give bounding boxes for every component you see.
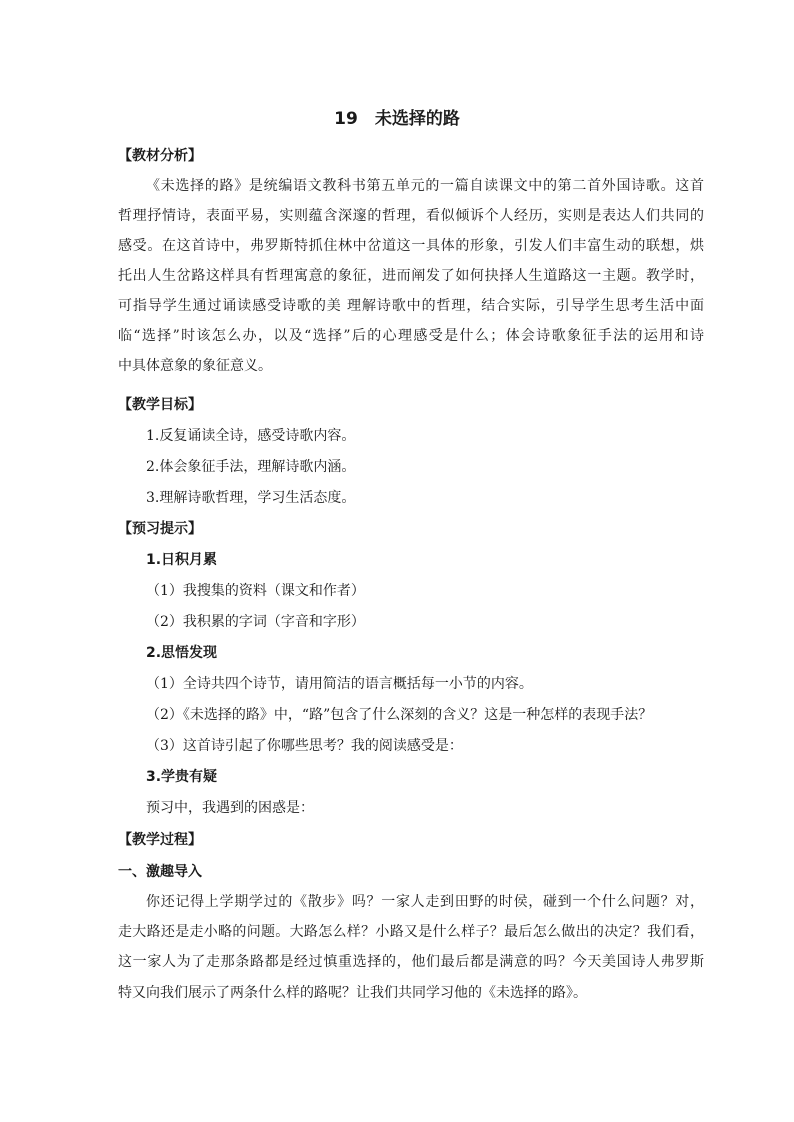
preview-item: （1）全诗共四个诗节，请用简洁的语言概括每一小节的内容。 — [146, 676, 533, 692]
page-title: 19 未选择的路 — [334, 109, 460, 129]
subheading-discover: 2.思悟发现 — [146, 645, 218, 661]
section-heading-process: 【教学过程】 — [118, 832, 202, 848]
analysis-line: 感受。在这首诗中，弗罗斯特抓住林中岔道这一具体的形象，引发人们丰富生动的联想，烘 — [118, 238, 704, 254]
intro-line: 走大路还是走小略的问题。大路怎么样？小路又是什么样子？最后怎么做出的决定？我们看， — [118, 924, 704, 940]
analysis-line: 中具体意象的象征意义。 — [118, 358, 272, 374]
intro-line: 这一家人为了走那条路都是经过慎重选择的，他们最后都是满意的吗？今天美国诗人弗罗斯 — [118, 954, 704, 970]
goal-item: 2.体会象征手法，理解诗歌内涵。 — [146, 459, 356, 475]
preview-item: （3）这首诗引起了你哪些思考？我的阅读感受是： — [146, 738, 463, 754]
preview-item: 预习中，我遇到的困惑是： — [146, 800, 314, 816]
intro-line: 特又向我们展示了两条什么样的路呢？让我们共同学习他的《未选择的路》。 — [118, 985, 587, 1001]
analysis-line: 《未选择的路》是统编语文教科书第五单元的一篇自读课文中的第二首外国诗歌。这首 — [146, 178, 704, 194]
subheading-questions: 3.学贵有疑 — [146, 769, 218, 785]
preview-item: （2）我积累的字词（字音和字形） — [146, 614, 365, 630]
analysis-line: 托出人生岔路这样具有哲理寓意的象征，进而阐发了如何抉择人生道路这一主题。教学时， — [118, 268, 704, 284]
section-heading-analysis: 【教材分析】 — [118, 148, 202, 164]
section-heading-goals: 【教学目标】 — [118, 397, 202, 413]
goal-item: 1.反复诵读全诗，感受诗歌内容。 — [146, 428, 356, 444]
preview-item: （1）我搜集的资料（课文和作者） — [146, 583, 365, 599]
goal-item: 3.理解诗歌哲理，学习生活态度。 — [146, 490, 356, 506]
analysis-line: 可指导学生通过诵读感受诗歌的美 理解诗歌中的哲理，结合实际，引导学生思考生活中面 — [118, 298, 704, 314]
analysis-line: 临“选择”时该怎么办，以及“选择”后的心理感受是什么；体会诗歌象征手法的运用和诗 — [118, 328, 704, 344]
subheading-intro: 一、激趣导入 — [118, 864, 202, 880]
subheading-accumulate: 1.日积月累 — [146, 552, 218, 568]
intro-line: 你还记得上学期学过的《散步》吗？一家人走到田野的时侯，碰到一个什么问题？对， — [146, 894, 704, 910]
preview-item: （2）《未选择的路》中，“路”包含了什么深刻的含义？这是一种怎样的表现手法？ — [146, 707, 653, 723]
analysis-line: 哲理抒情诗，表面平易，实则蕴含深邃的哲理，看似倾诉个人经历，实则是表达人们共同的 — [118, 208, 704, 224]
section-heading-preview: 【预习提示】 — [118, 521, 202, 537]
